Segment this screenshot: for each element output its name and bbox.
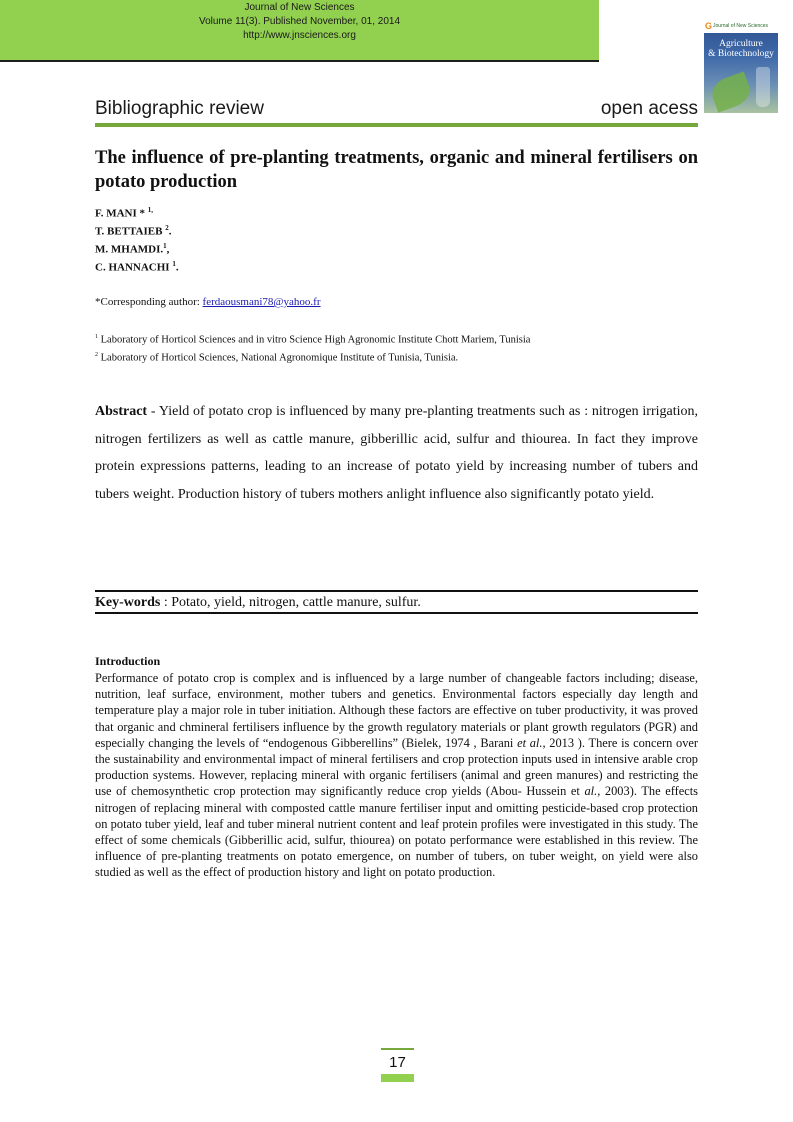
author-affiliation-sup: 1,	[147, 206, 154, 214]
keywords-text: : Potato, yield, nitrogen, cattle manure, sulfur.	[160, 595, 421, 610]
affiliation-number: 2	[95, 351, 98, 358]
affiliation-item	[95, 330, 530, 348]
logo-g-mark-icon: G	[705, 21, 713, 31]
affiliation-text: Laboratory of Horticol Sciences, National Agronomique Institute of Tunisia, Tunisia.	[98, 352, 459, 363]
intro-text-part2: 2013 ). There is concern over the sustainability and environmental impact of mineral fertilisers and crop protection inputs used in intensive arable crop production systems. However, replacing mineral with organic fertilisers (animal and green manures) and restricting the use of chemosynthetic crop protection may significantly reduce crop yields (Abou- Hussein et	[95, 735, 699, 799]
author-line	[95, 221, 179, 239]
page-number-box	[381, 1048, 414, 1082]
keywords-bottom-rule	[95, 612, 698, 614]
volume-line: Volume 11(3). Published November, 01, 2014	[198, 16, 401, 27]
author-line	[95, 203, 179, 221]
introduction-body	[95, 670, 698, 881]
keywords-top-rule	[95, 590, 698, 592]
keywords	[95, 594, 421, 612]
corresponding-label: *Corresponding author:	[95, 296, 203, 308]
keywords-label: Key-words	[95, 595, 161, 610]
affiliation-list	[95, 330, 530, 365]
author-trail: .	[175, 262, 179, 275]
logo-title	[704, 39, 778, 59]
corresponding-email-link[interactable]: ferdaousmani78@yahoo.fr	[202, 296, 321, 308]
intro-text-part3: 2003). The effects nitrogen of replacing mineral with composted cattle manure fertiliser input and omitting pesticide-based crop protection on potato tuber yield, leaf and tuber mineral nutrient content and leaf protein profiles were investigated in this study. The effect of some chemicals (Gibberillic acid, sulfur, thiourea) on potato performance were established in this review. The influence of pre-planting treatments on potato emergence, on number of tubers, on tuber weight, on yield were also studied as well as the effect of production history and light on potato production.	[95, 784, 698, 880]
author-line	[95, 239, 179, 257]
author-affiliation-sup: 1	[172, 260, 176, 269]
logo-title-word: Biotechnology	[717, 49, 774, 59]
intro-etal-2: al.,	[584, 784, 601, 799]
affiliation-item	[95, 348, 530, 366]
affiliation-text: Laboratory of Horticol Sciences and in vitro Science High Agronomic Institute Chott Mariem, Tunisia	[98, 334, 531, 346]
abstract-label: Abstract	[95, 404, 148, 419]
author-name: M. MHAMDI.	[95, 243, 164, 256]
article-title: The influence of pre-planting treatments, organic and mineral fertilisers on potato production	[95, 148, 698, 192]
page-number-top-bar	[381, 1048, 414, 1050]
logo-title-line1: Agriculture	[719, 39, 763, 49]
introduction-heading: Introduction	[95, 654, 161, 668]
logo-journal-name: Journal of New Sciences	[713, 23, 769, 29]
journal-url-link[interactable]: http://www.jnsciences.org	[243, 30, 356, 41]
access-type: open acess	[600, 98, 698, 119]
intro-text-part1: Performance of potato crop is complex and is influenced by a large number of changeable factors including; disease, nutrition, leaf surface, environment, mother tubers and genetics. Environmental factors especially day length and temperature play a major role in tuber initiation. Although these factors are effective on tuber productivity, it was proved that organic and chmineral fertilisers influence by the growth regulatory materials or plant growth regulators (PGR) and especially changing the levels of “endogenous Gibberellins” (Bielek, 1974 , Barani	[95, 671, 698, 750]
author-list	[95, 203, 179, 276]
affiliation-number: 1	[95, 334, 98, 340]
author-trail: .	[168, 225, 172, 238]
page-number-bottom-bar	[381, 1074, 414, 1082]
section-row	[95, 98, 698, 122]
flask-icon	[756, 67, 770, 107]
leaf-icon	[708, 71, 754, 112]
author-name: C. HANNACHI	[95, 262, 173, 275]
author-affiliation-sup: 2	[165, 224, 169, 233]
logo-title-line2	[704, 49, 778, 59]
author-trail: ,	[166, 243, 170, 256]
journal-header-band	[0, 0, 599, 62]
abstract	[95, 398, 698, 508]
section-divider	[95, 123, 698, 127]
journal-logo	[704, 19, 778, 113]
logo-amp: &	[708, 49, 716, 59]
intro-etal-1: et al.,	[517, 735, 546, 750]
journal-name: Journal of New Sciences	[244, 2, 355, 13]
corresponding-author	[95, 296, 321, 308]
section-type: Bibliographic review	[95, 98, 264, 119]
author-name: T. BETTAIEB	[95, 225, 166, 238]
author-line	[95, 257, 179, 275]
author-affiliation-sup: 1	[163, 242, 167, 251]
abstract-text: - Yield of potato crop is influenced by many pre-planting treatments such as : nitrogen irrigation, nitrogen fertilizers as well as cattle manure, gibberillic acid, sulfur and thiourea. In fact they improve protein expressions patterns, leading to an increase of potato yield by increasing number of tubers and tubers weight. Production history of tubers mothers anlight influence also significantly potato yield.	[95, 404, 698, 502]
author-name: F. MANI *	[95, 207, 148, 220]
page-number: 17	[389, 1054, 406, 1071]
logo-top-strip	[704, 19, 778, 33]
